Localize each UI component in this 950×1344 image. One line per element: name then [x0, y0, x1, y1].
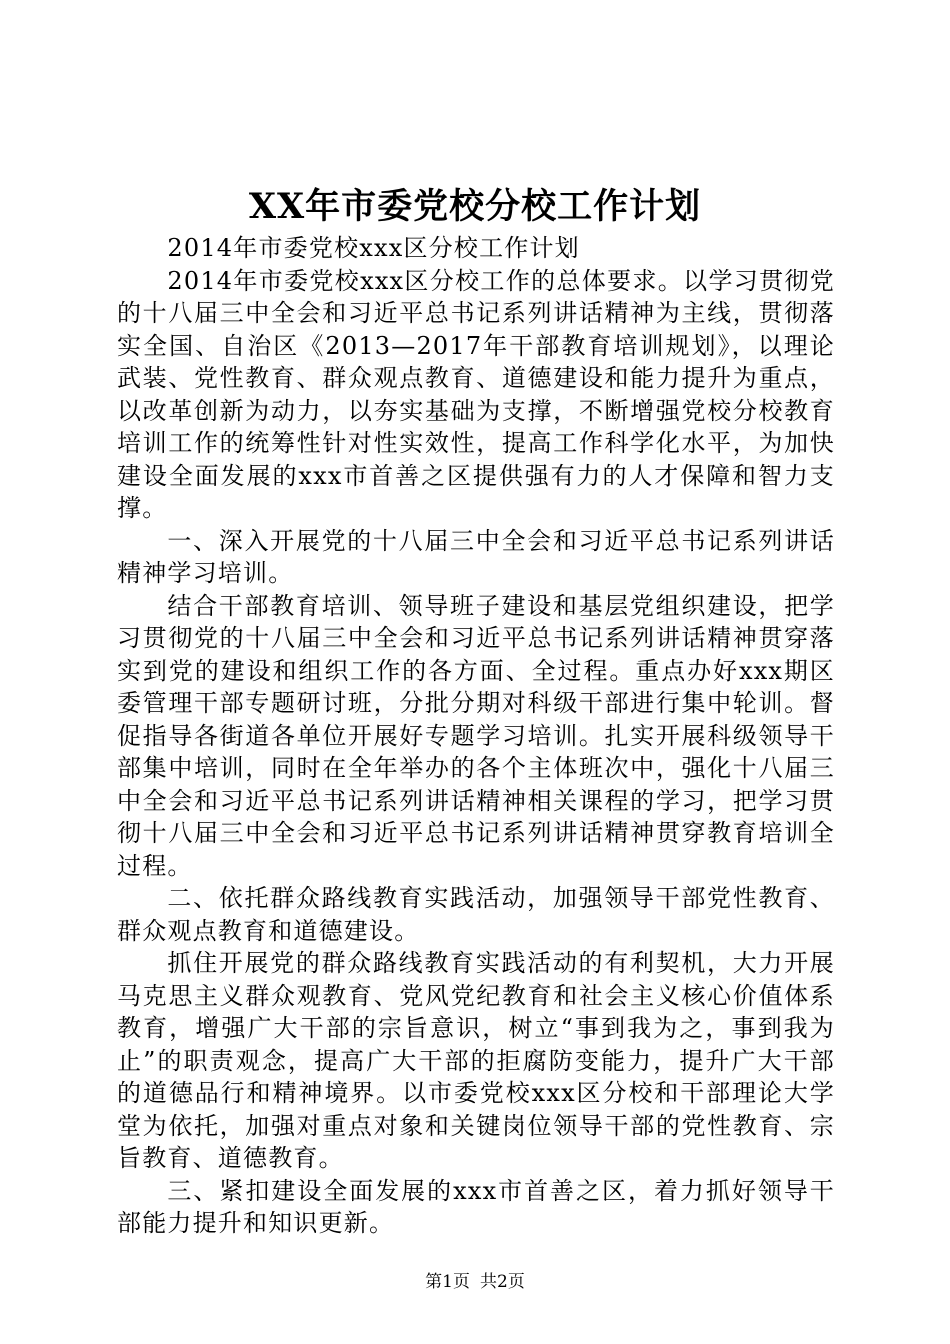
- page-total: 共2页: [480, 1272, 525, 1292]
- page-number: 第1页: [425, 1272, 470, 1292]
- section-heading-2: 二、依托群众路线教育实践活动，加强领导干部党性教育、群众观点教育和道德建设。: [117, 884, 835, 945]
- document-body: [117, 232, 835, 1240]
- section-2-paragraph: 抓住开展党的群众路线教育实践活动的有利契机，大力开展马克思主义群众观教育、党风党纪教育和社会主义核心价值体系教育，增强广大干部的宗旨意识，树立“事到我为之，事到我为止”的职责观念，提高广大干部的拒腐防变能力，提升广大干部的道德品行和精神境界。以市委党校xxx区分校和干部理论大学堂为依托，加强对重点对象和关键岗位领导干部的党性教育、宗旨教育、道德教育。: [117, 949, 835, 1172]
- section-heading-1: 一、深入开展党的十八届三中全会和习近平总书记系列讲话精神学习培训。: [117, 526, 835, 587]
- subtitle-paragraph: 2014年市委党校xxx区分校工作计划: [167, 234, 580, 262]
- intro-paragraph: 2014年市委党校xxx区分校工作的总体要求。以学习贯彻党的十八届三中全会和习近平总书记系列讲话精神为主线，贯彻落实全国、自治区《2013—2017年干部教育培训规划》，以理论武装、党性教育、群众观点教育、道德建设和能力提升为重点，以改革创新为动力，以夯实基础为支撑，不断增强党校分校教育培训工作的统筹性针对性实效性，提高工作科学化水平，为加快建设全面发展的xxx市首善之区提供强有力的人才保障和智力支撑。: [117, 266, 835, 522]
- page-footer: [0, 1270, 950, 1294]
- section-heading-3: 三、紧扣建设全面发展的xxx市首善之区，着力抓好领导干部能力提升和知识更新。: [117, 1176, 835, 1237]
- document-title: XX年市委党校分校工作计划: [248, 186, 702, 227]
- section-1-paragraph: 结合干部教育培训、领导班子建设和基层党组织建设，把学习贯彻党的十八届三中全会和习近平总书记系列讲话精神贯穿落实到党的建设和组织工作的各方面、全过程。重点办好xxx期区委管理干部专题研讨班，分批分期对科级干部进行集中轮训。督促指导各街道各单位开展好专题学习培训。扎实开展科级领导干部集中培训，同时在全年举办的各个主体班次中，强化十八届三中全会和习近平总书记系列讲话精神相关课程的学习，把学习贯彻十八届三中全会和习近平总书记系列讲话精神贯穿教育培训全过程。: [117, 591, 835, 880]
